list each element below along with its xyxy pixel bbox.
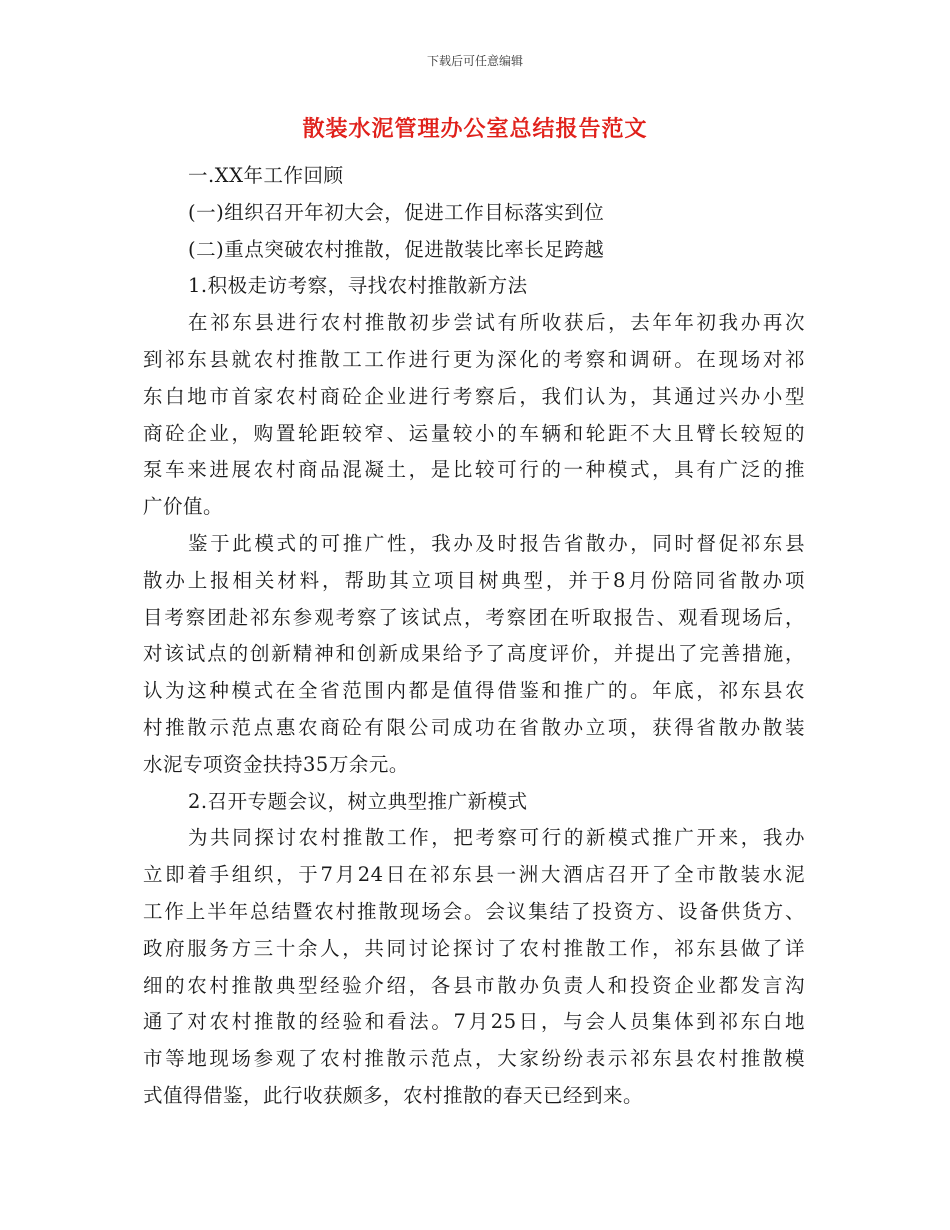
paragraph-line: 对该试点的创新精神和创新成果给予了高度评价，并提出了完善措施， <box>143 642 805 666</box>
subsection-heading: (二)重点突破农村推散，促进散装比率长足跨越 <box>188 237 605 261</box>
paragraph-line: 为共同探讨农村推散工作，把考察可行的新模式推广开来，我办 <box>188 826 805 850</box>
paragraph-line: 鉴于此模式的可推广性，我办及时报告省散办，同时督促祁东县 <box>188 531 805 555</box>
header-note: 下载后可任意编辑 <box>426 54 523 68</box>
paragraph-line: 散办上报相关材料，帮助其立项目树典型，并于8月份陪同省散办项 <box>143 568 805 592</box>
paragraph-line: 广价值。 <box>143 495 224 519</box>
document-body <box>143 158 805 1115</box>
paragraph-line: 在祁东县进行农村推散初步尝试有所收获后，去年年初我办再次 <box>188 311 805 335</box>
paragraph-line: 认为这种模式在全省范围内都是值得借鉴和推广的。年底，祁东县农 <box>143 679 805 703</box>
paragraph-line: 政府服务方三十余人，共同讨论探讨了农村推散工作，祁东县做了详 <box>143 936 805 960</box>
paragraph-line: 工作上半年总结暨农村推散现场会。会议集结了投资方、设备供货方、 <box>143 899 805 923</box>
paragraph-line: 通了对农村推散的经验和看法。7月25日，与会人员集体到祁东白地 <box>143 1010 805 1034</box>
subsection-heading: (一)组织召开年初大会，促进工作目标落实到位 <box>188 200 605 224</box>
item-heading: 1.积极走访考察，寻找农村推散新方法 <box>188 274 528 298</box>
document-title: 散装水泥管理办公室总结报告范文 <box>302 116 648 142</box>
paragraph-line: 水泥专项资金扶持35万余元。 <box>143 752 409 776</box>
item-heading: 2.召开专题会议，树立典型推广新模式 <box>188 789 528 813</box>
paragraph-line: 目考察团赴祁东参观考察了该试点，考察团在听取报告、观看现场后， <box>143 605 805 629</box>
paragraph-line: 村推散示范点惠农商砼有限公司成功在省散办立项，获得省散办散装 <box>143 715 805 739</box>
paragraph-line: 式值得借鉴，此行收获颇多，农村推散的春天已经到来。 <box>143 1083 644 1107</box>
paragraph-line: 立即着手组织，于7月24日在祁东县一洲大酒店召开了全市散装水泥 <box>143 863 805 887</box>
section-heading: 一.XX年工作回顾 <box>188 164 344 187</box>
paragraph-line: 泵车来进展农村商品混凝土，是比较可行的一种模式，具有广泛的推 <box>143 458 805 482</box>
paragraph-line: 商砼企业，购置轮距较窄、运量较小的车辆和轮距不大且臂长较短的 <box>143 421 805 445</box>
paragraph-line: 东白地市首家农村商砼企业进行考察后，我们认为，其通过兴办小型 <box>143 384 805 408</box>
paragraph-line: 细的农村推散典型经验介绍，各县市散办负责人和投资企业都发言沟 <box>143 973 805 997</box>
paragraph-line: 到祁东县就农村推散工工作进行更为深化的考察和调研。在现场对祁 <box>143 347 805 371</box>
paragraph-line: 市等地现场参观了农村推散示范点，大家纷纷表示祁东县农村推散模 <box>143 1047 805 1071</box>
